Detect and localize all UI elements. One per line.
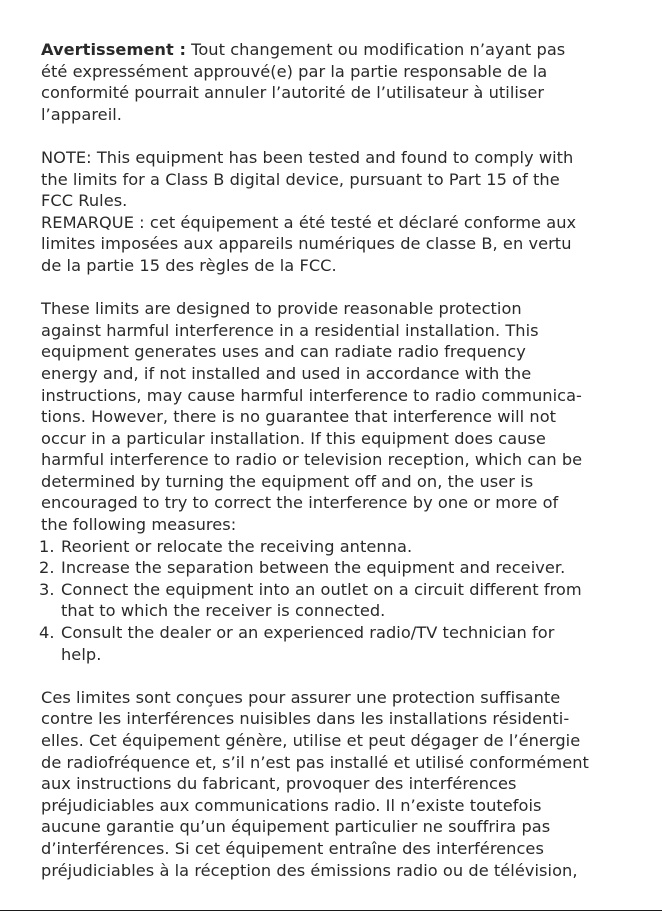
list-item-text: Reorient or relocate the receiving antenna.: [61, 536, 413, 556]
limits-fr-line-2: contre les interférences nuisibles dans les installations résidenti-: [41, 709, 570, 729]
limits-fr-line-1: Ces limites sont conçues pour assurer une protection suffisante: [41, 687, 561, 707]
warning-line-2: été expressément approuvé(e) par la partie responsable de la: [41, 61, 548, 81]
remarque-line-1: REMARQUE : cet équipement a été testé et déclaré conforme aux: [41, 212, 577, 232]
limits-en-line-10: encouraged to try to correct the interference by one or more of: [41, 493, 559, 513]
warning-line-1: [41, 39, 641, 61]
limits-en-line-7: occur in a particular installation. If this equipment does cause: [41, 428, 546, 448]
limits-fr-line-5: aux instructions du fabricant, provoquer des interférences: [41, 774, 517, 794]
warning-paragraph: [41, 39, 641, 125]
limits-en-line-9: determined by turning the equipment off and on, the user is: [41, 471, 534, 491]
limits-en-line-5: instructions, may cause harmful interference to radio communica-: [41, 385, 582, 405]
limits-en-line-4: energy and, if not installed and used in accordance with the: [41, 363, 532, 383]
list-item-number: 1.: [39, 536, 55, 556]
note-line-3: FCC Rules.: [41, 191, 128, 211]
list-item-number: 3.: [39, 579, 55, 599]
limits-fr-paragraph: [41, 687, 641, 881]
warning-line-3: conformité pourrait annuler l’autorité de l’utilisateur à utiliser: [41, 83, 545, 103]
limits-en-line-6: tions. However, there is no guarantee that interference will not: [41, 407, 557, 427]
paragraph-gap: [41, 665, 641, 687]
list-item-text: Connect the equipment into an outlet on a circuit different from: [61, 579, 582, 599]
limits-en-paragraph: [41, 298, 641, 665]
warning-line-4: l’appareil.: [41, 104, 122, 124]
list-item: [41, 622, 641, 644]
note-line-2: the limits for a Class B digital device, pursuant to Part 15 of the: [41, 169, 560, 189]
list-item-continuation: that to which the receiver is connected.: [61, 601, 386, 621]
note-paragraph: [41, 147, 641, 277]
paragraph-gap: [41, 125, 641, 147]
limits-en-line-2: against harmful interference in a residential installation. This: [41, 320, 539, 340]
note-line-1: NOTE: This equipment has been tested and found to comply with: [41, 147, 574, 167]
limits-fr-line-7: aucune garantie qu’un équipement particulier ne souffrira pas: [41, 817, 551, 837]
limits-en-line-1: These limits are designed to provide reasonable protection: [41, 299, 522, 319]
list-item: [41, 536, 641, 558]
list-item: [41, 579, 641, 601]
page-bottom-rule: [0, 910, 662, 911]
limits-fr-line-9: préjudiciables à la réception des émissions radio ou de télévision,: [41, 860, 578, 880]
list-item-text: Consult the dealer or an experienced radio/TV technician for: [61, 623, 555, 643]
limits-fr-line-6: préjudiciables aux communications radio. Il n’existe toutefois: [41, 795, 542, 815]
warning-label: Avertissement :: [41, 40, 186, 59]
limits-fr-line-4: de radiofréquence et, s’il n’est pas installé et utilisé conformément: [41, 752, 589, 772]
limits-en-line-3: equipment generates uses and can radiate radio frequency: [41, 342, 526, 362]
remarque-line-3: de la partie 15 des règles de la FCC.: [41, 255, 337, 275]
remarque-line-2: limites imposées aux appareils numériques de classe B, en vertu: [41, 234, 572, 254]
list-item-text: Increase the separation between the equipment and receiver.: [61, 558, 566, 578]
list-item-continuation: help.: [61, 644, 102, 664]
limits-fr-line-8: d’interférences. Si cet équipement entraîne des interférences: [41, 838, 544, 858]
paragraph-gap: [41, 277, 641, 299]
limits-fr-line-3: elles. Cet équipement génère, utilise et peut dégager de l’énergie: [41, 731, 581, 750]
list-item-number: 4.: [39, 623, 55, 643]
warning-text: Tout changement ou modification n’ayant pas: [185, 40, 566, 59]
limits-en-line-11: the following measures:: [41, 515, 237, 535]
document-page: [41, 39, 641, 881]
list-item: [41, 557, 641, 579]
list-item-number: 2.: [39, 558, 55, 578]
limits-en-line-8: harmful interference to radio or television reception, which can be: [41, 450, 583, 470]
measures-list: [41, 536, 641, 666]
